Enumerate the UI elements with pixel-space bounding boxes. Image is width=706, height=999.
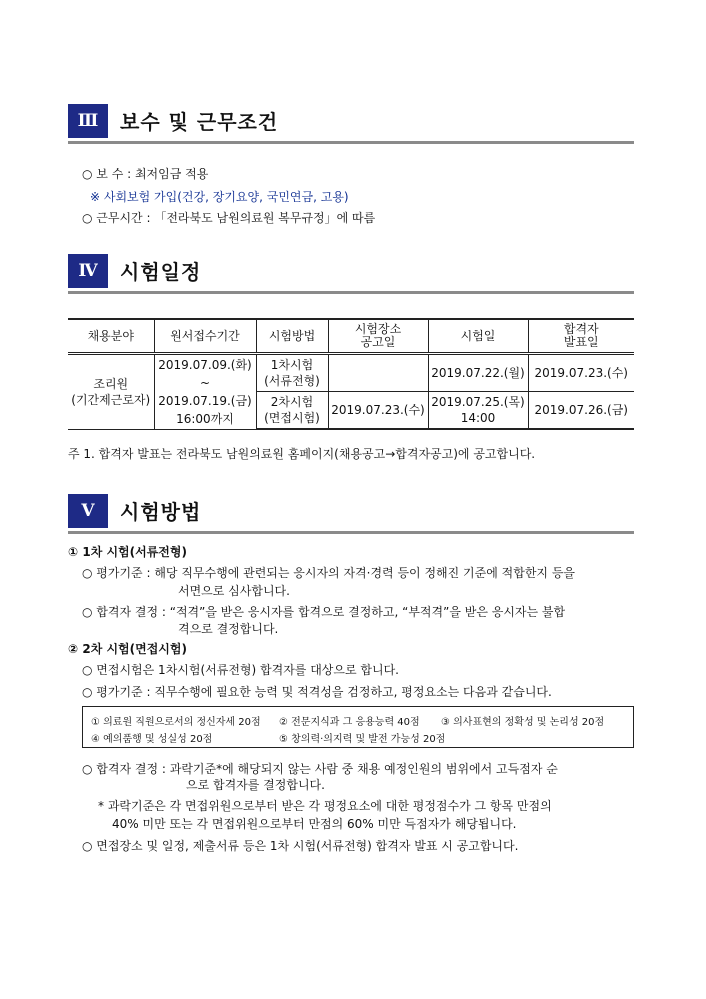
- header-method: 시험방법: [256, 319, 328, 354]
- step2-decision-line: ○ 합격자 결정 : 과락기준*에 해당되지 않는 사람 중 채용 예정인원의 범위에서 고득점자 순: [82, 762, 558, 776]
- field-name: 조리원: [93, 376, 129, 391]
- table-header-row: [68, 319, 634, 354]
- section-header-3: [68, 104, 634, 144]
- insurance-note: ※ 사회보험 가입(건강, 장기요양, 국민연금, 고용): [90, 190, 349, 204]
- place-notice-cell: [328, 354, 428, 392]
- work-hours-line: ○ 근무시간 : 「전라북도 남원의료원 복무규정」에 따름: [82, 211, 376, 225]
- section-number-badge: Ⅳ: [68, 254, 108, 288]
- criteria-item: ④ 예의품행 및 성실성 20점: [91, 734, 213, 745]
- section-title: 시험방법: [120, 500, 202, 524]
- method-cell: [256, 392, 328, 430]
- exam-date-cell: 2019.07.22.(월): [428, 354, 528, 392]
- exam-time: 14:00: [460, 411, 496, 425]
- place-notice-cell: 2019.07.23.(수): [328, 392, 428, 430]
- header-period: 원서접수기간: [154, 319, 256, 354]
- section-number-badge: Ⅲ: [68, 104, 108, 138]
- field-cell: [68, 354, 154, 430]
- exam-date-cell: [428, 392, 528, 430]
- criteria-box: [82, 706, 634, 748]
- criteria-item: ③ 의사표현의 정확성 및 논리성 20점: [441, 717, 605, 728]
- section-header-4: [68, 254, 634, 294]
- step1-decision-line: ○ 합격자 결정 : “적격”을 받은 응시자를 합격으로 결정하고, “부적격”을 받은 응시자는 불합: [82, 605, 566, 619]
- cutoff-note-cont: 40% 미만 또는 각 면접위원으로부터 만점의 60% 미만 득점자가 해당됩니다.: [112, 817, 517, 831]
- section-title: 보수 및 근무조건: [120, 110, 279, 134]
- step2-decision-cont: 으로 합격자를 결정합니다.: [186, 778, 325, 792]
- exam-date: 2019.07.25.(목): [431, 395, 525, 409]
- method-name: 1차시험: [270, 358, 314, 372]
- criteria-item: ① 의료원 직원으로서의 정신자세 20점: [91, 717, 261, 728]
- cutoff-note: * 과락기준은 각 면접위원으로부터 받은 각 평정요소에 대한 평정점수가 그 항목 만점의: [98, 799, 552, 813]
- interview-notice-line: ○ 면접장소 및 일정, 제출서류 등은 1차 시험(서류전형) 합격자 발표 시 공고합니다.: [82, 839, 519, 853]
- field-type: (기간제근로자): [71, 392, 151, 407]
- period-tilde: ~: [199, 375, 211, 390]
- step1-criteria-cont: 서면으로 심사합니다.: [178, 584, 290, 598]
- section-rule: [68, 141, 634, 144]
- method-type: (서류전형): [264, 374, 320, 388]
- method-name: 2차시험: [270, 395, 314, 409]
- table-row: [68, 354, 634, 392]
- step1-decision-cont: 격으로 결정합니다.: [178, 622, 279, 636]
- step2-title: ② 2차 시험(면접시험): [68, 642, 187, 656]
- section-rule: [68, 291, 634, 294]
- step2-target-line: ○ 면접시험은 1차시험(서류전형) 합격자를 대상으로 합니다.: [82, 663, 399, 677]
- step2-criteria-line: ○ 평가기준 : 직무수행에 필요한 능력 및 적격성을 검정하고, 평정요소는 다음과 같습니다.: [82, 685, 552, 699]
- header-field: 채용분야: [68, 319, 154, 354]
- result-date-cell: 2019.07.26.(금): [528, 392, 634, 430]
- footnote: 주 1. 합격자 발표는 전라북도 남원의료원 홈페이지(채용공고→합격자공고)에 공고합니다.: [68, 447, 536, 461]
- step1-title: ① 1차 시험(서류전형): [68, 545, 187, 559]
- section-title: 시험일정: [120, 260, 202, 284]
- header-result-date: 합격자 발표일: [528, 319, 634, 354]
- criteria-item: ② 전문지식과 그 응용능력 40점: [279, 717, 420, 728]
- period-cell: [154, 354, 256, 430]
- result-date-cell: 2019.07.23.(수): [528, 354, 634, 392]
- header-place-notice: 시험장소 공고일: [328, 319, 428, 354]
- section-rule: [68, 531, 634, 534]
- method-cell: [256, 354, 328, 392]
- header-exam-date: 시험일: [428, 319, 528, 354]
- pay-line: ○ 보 수 : 최저임금 적용: [82, 167, 209, 181]
- period-end-time: 16:00까지: [176, 411, 234, 426]
- section-header-5: [68, 494, 634, 534]
- step1-criteria-line: ○ 평가기준 : 해당 직무수행에 관련되는 응시자의 자격·경력 등이 정해진 기준에 적합한지 등을: [82, 566, 576, 580]
- method-type: (면접시험): [264, 411, 320, 425]
- exam-schedule-table: [68, 318, 634, 430]
- criteria-item: ⑤ 창의력·의지력 및 발전 가능성 20점: [279, 734, 446, 745]
- section-number-badge: Ⅴ: [68, 494, 108, 528]
- period-end: 2019.07.19.(금): [158, 393, 252, 408]
- period-start: 2019.07.09.(화): [158, 357, 252, 372]
